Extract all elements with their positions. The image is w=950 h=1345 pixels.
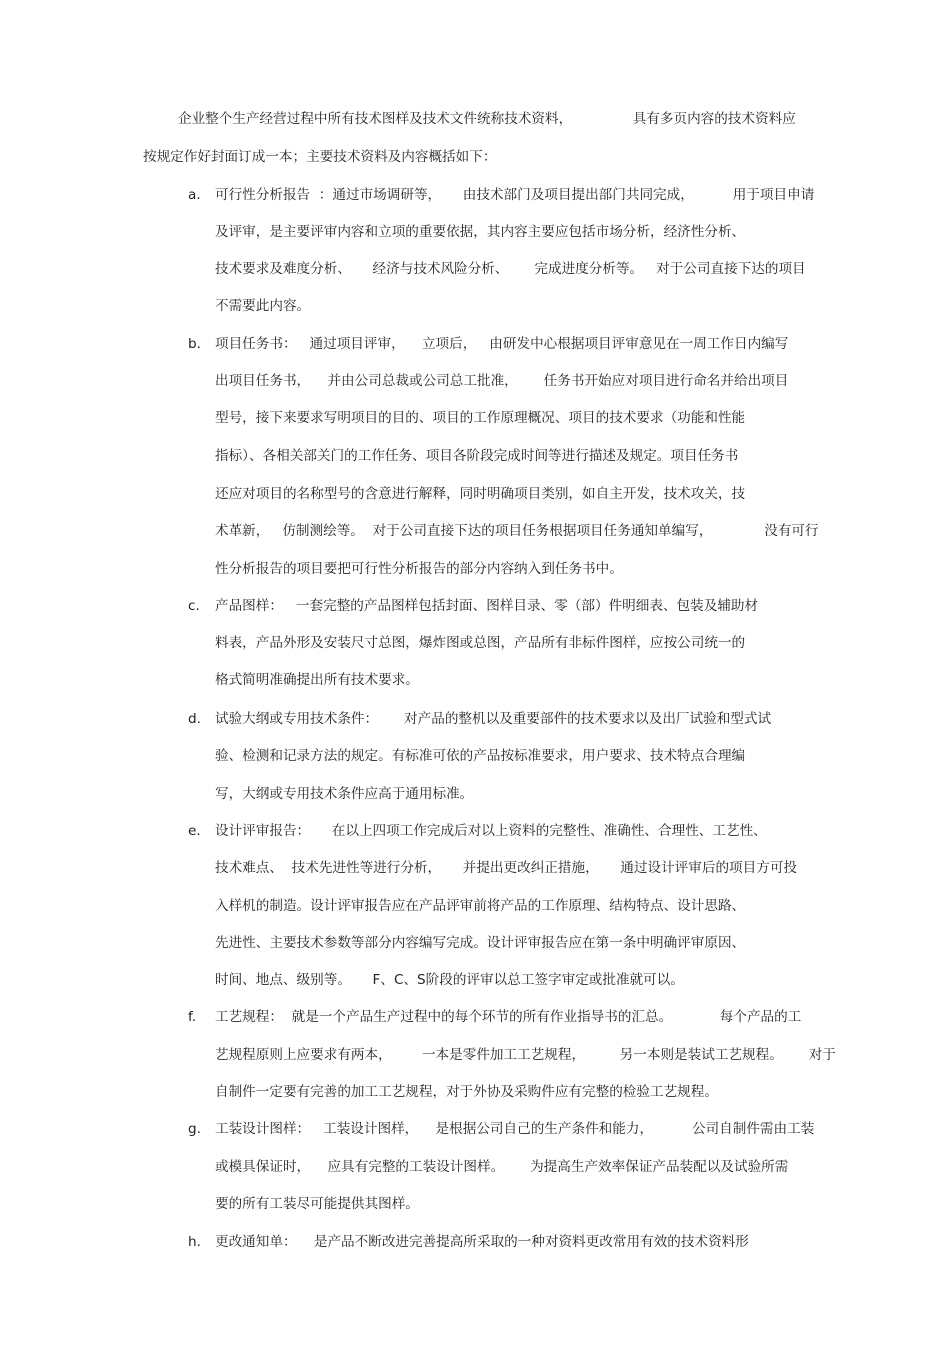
list-item-line: 工装设计图样： 工装设计图样， 是根据公司自己的生产条件和能力， 公司自制件需由工装	[215, 1121, 815, 1137]
list-marker: e.	[188, 823, 201, 839]
list-item-line: 更改通知单： 是产品不断改进完善提高所采取的一种对资料更改常用有效的技术资料形	[215, 1234, 749, 1250]
list-item-line: 技术要求及难度分析、 经济与技术风险分析、 完成进度分析等。 对于公司直接下达的项目	[215, 261, 806, 277]
list-item-line: 产品图样： 一套完整的产品图样包括封面、图样目录、零（部）件明细表、包装及辅助材	[215, 598, 759, 614]
list-item-line: 不需要此内容。	[215, 298, 311, 314]
list-marker: g.	[188, 1121, 201, 1137]
list-item-line: 指标）、各相关部关门的工作任务、项目各阶段完成时间等进行描述及规定。项目任务书	[215, 448, 739, 464]
list-marker: c.	[188, 598, 200, 614]
list-marker: d.	[188, 711, 201, 727]
list-item-line: 工艺规程： 就是一个产品生产过程中的每个环节的所有作业指导书的汇总。 每个产品的工	[215, 1009, 802, 1025]
list-item-line: 先进性、主要技术参数等部分内容编写完成。设计评审报告应在第一条中明确评审原因、	[215, 935, 746, 951]
list-item-line: 艺规程原则上应要求有两本， 一本是零件加工工艺规程， 另一本则是装试工艺规程。 对于	[215, 1047, 836, 1063]
list-item-line: 写，大纲或专用技术条件应高于通用标准。	[215, 786, 474, 802]
list-marker: a.	[188, 187, 201, 203]
list-item-line: 技术难点、 技术先进性等进行分析， 并提出更改纠正措施， 通过设计评审后的项目方可投	[215, 860, 798, 876]
list-item-line: 要的所有工装尽可能提供其图样。	[215, 1196, 419, 1212]
list-item-line: 时间、地点、级别等。 F、C、S阶段的评审以总工签字审定或批准就可以。	[215, 972, 684, 988]
list-marker: b.	[188, 336, 201, 352]
list-item-line: 或模具保证时， 应具有完整的工装设计图样。 为提高生产效率保证产品装配以及试验所需	[215, 1159, 789, 1175]
list-item-line: 项目任务书： 通过项目评审， 立项后， 由研发中心根据项目评审意见在一周工作日内编写	[215, 336, 789, 352]
list-item-line: 术革新， 仿制测绘等。 对于公司直接下达的项目任务根据项目任务通知单编写， 没有可行	[215, 523, 819, 539]
list-item-line: 试验大纲或专用技术条件： 对产品的整机以及重要部件的技术要求以及出厂试验和型式试	[215, 711, 772, 727]
list-item-line: 及评审，是主要评审内容和立项的重要依据，其内容主要应包括市场分析，经济性分析、	[215, 224, 746, 240]
list-marker: f.	[188, 1009, 197, 1025]
list-item-line: 设计评审报告： 在以上四项工作完成后对以上资料的完整性、准确性、合理性、工艺性、	[215, 823, 767, 839]
list-item-line: 自制件一定要有完善的加工工艺规程，对于外协及采购件应有完整的检验工艺规程。	[215, 1084, 718, 1100]
list-item-line: 入样机的制造。设计评审报告应在产品评审前将产品的工作原理、结构特点、设计思路、	[215, 898, 746, 914]
list-item-line: 可行性分析报告 ：通过市场调研等， 由技术部门及项目提出部门共同完成， 用于项目申请	[215, 187, 815, 203]
intro-line-2: 按规定作好封面订成一本；主要技术资料及内容概括如下：	[143, 149, 497, 165]
list-item-line: 型号，接下来要求写明项目的目的、项目的工作原理概况、项目的技术要求（功能和性能	[215, 410, 746, 426]
intro-line-1: 企业整个生产经营过程中所有技术图样及技术文件统称技术资料， 具有多页内容的技术资料应	[178, 111, 796, 127]
list-item-line: 料表，产品外形及安装尺寸总图，爆炸图或总图，产品所有非标件图样，应按公司统一的	[215, 635, 746, 651]
list-item-line: 格式简明准确提出所有技术要求。	[215, 672, 419, 688]
list-item-line: 还应对项目的名称型号的含意进行解释，同时明确项目类别，如自主开发，技术攻关，技	[215, 486, 746, 502]
list-item-line: 验、检测和记录方法的规定。有标准可依的产品按标准要求，用户要求、技术特点合理编	[215, 748, 746, 764]
list-item-line: 出项目任务书， 并由公司总裁或公司总工批准， 任务书开始应对项目进行命名并给出项目	[215, 373, 789, 389]
list-marker: h.	[188, 1234, 201, 1250]
list-item-line: 性分析报告的项目要把可行性分析报告的部分内容纳入到任务书中。	[215, 561, 623, 577]
